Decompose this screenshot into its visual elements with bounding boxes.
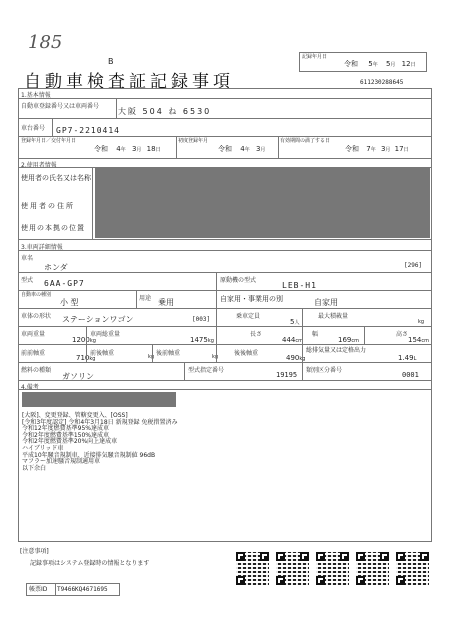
rf-axle-unit: kg [212,354,219,360]
weight-label: 車両重量 [21,331,46,338]
capacity-label: 乗車定員 [236,313,261,320]
gross-label: 車両総重量 [90,331,121,338]
maker-value: ホンダ [44,263,68,272]
handwritten-note: 185 [28,32,63,53]
reg-number-label: 自動車登録番号又は車両番号 [21,103,100,110]
fr-axle-label: 前後軸重 [90,350,115,357]
first-reg-value: 令和 4年 3月 18日 [94,145,161,153]
capacity-value: 5人 [290,318,300,326]
record-date-box [299,52,427,72]
redacted-user-info [95,168,430,238]
qr-code-icon [236,552,269,585]
ff-axle-value: 710kg [76,354,96,362]
length-value: 444cm [282,336,303,344]
qr-code-icon [396,552,429,585]
height-label: 高さ [396,331,409,338]
record-date-label: 記録年月日 [302,54,328,60]
document-number: 611230288645 [360,79,404,86]
first-reg-label: 登録年月日／交付年月日 [21,138,77,144]
reg-number-value: 大阪 504 ね 6530 [118,107,212,116]
form-letter: B [108,57,114,66]
remark-line: 令和2年度燃費基準20%向上達成車 [22,438,118,446]
remarks-list [22,413,178,472]
notice-text: 記録事項はシステム登録時の情報となります [30,560,150,567]
model-label: 型式 [21,277,34,284]
form-id-value: T9466KQ4671695 [57,586,108,593]
fr-axle-unit: kg [148,354,155,360]
model-value: 6AA-GP7 [44,279,85,288]
ff-axle-label: 前前軸重 [21,350,46,357]
user-address-label: 使用者の住所 [21,202,75,210]
section-vehicle-label: 3.車両詳細情報 [21,244,63,251]
width-value: 169cm [338,336,359,344]
max-load-label: 最大積載量 [318,313,349,320]
redacted-remarks [22,392,176,407]
maker-code: [296] [404,262,423,269]
rr-axle-label: 後後軸重 [234,350,259,357]
user-name-label: 使用者の氏名又は名称 [21,174,91,182]
chassis-label: 車台番号 [21,125,46,132]
length-label: 長さ [250,331,263,338]
engine-value: LEB-H1 [282,281,317,290]
section-remarks-label: 4.備考 [21,384,39,391]
first-reg-model-value: 令和 4年 3月 [218,145,266,153]
form-id-label: 帳票ID [29,586,48,593]
record-date-value: 令和 5年 5月 12日 [344,60,416,68]
displacement-value: 1.49L [398,354,417,362]
remark-line: ハイブリッド車 [22,444,64,452]
qr-code-icon [276,552,309,585]
weight-value: 1200kg [72,336,96,344]
use-value: 乗用 [158,298,174,307]
type-no-label: 型式指定番号 [188,367,225,374]
notice-label: [注意事項] [20,548,49,555]
fuel-label: 燃料の種類 [21,367,52,374]
document-title: 自動車検査証記録事項 [24,72,234,92]
gross-value: 1475kg [190,336,214,344]
body-value: ステーションワゴン [62,315,134,324]
class-label: 類別区分番号 [306,367,343,374]
kind-value: 小 型 [60,298,79,307]
width-label: 幅 [312,331,319,338]
body-code: [003] [192,316,211,323]
remark-line: 令和2年度燃費基準150%達成車 [22,431,109,439]
first-reg-model-label: 初度登録年月 [178,138,209,144]
section-user-label: 2.使用者情報 [21,162,57,169]
class-no-value: 0001 [402,371,419,379]
remark-line: 平成10年騒音規制車、近接排気騒音規制値 96dB [22,451,156,459]
maker-label: 車名 [21,255,34,262]
expiry-label: 有効期間の満了する日 [280,138,331,144]
rr-axle-value: 490kg [286,354,306,362]
rf-axle-label: 後前軸重 [156,350,181,357]
business-value: 自家用 [314,298,338,307]
remark-line: 以下余白 [22,464,47,472]
engine-label: 原動機の型式 [220,277,257,284]
business-label: 自家用・事業用の別 [220,295,283,303]
user-base-label: 使用の本拠の位置 [21,224,85,232]
remark-line: 令和12年度燃費基準95%達成車 [22,425,109,433]
qr-code-icon [316,552,349,585]
height-value: 154cm [408,336,429,344]
qr-code-icon [356,552,389,585]
remark-line: [大阪]、変更登録、管轄変更入、[OSS] [22,412,128,419]
kind-label: 自動車の種別 [21,292,52,298]
remark-line: マフラー加速騒音規制適用車 [22,458,101,466]
remark-line: [令和3年度認定] 令和4年3月18日 新規登録 免税措置済み [22,418,178,426]
use-label: 用途 [139,295,152,302]
body-label: 車体の形状 [21,313,52,320]
chassis-value: GP7-2210414 [56,126,120,135]
section-basic-label: 1.基本情報 [21,92,51,99]
expiry-value: 令和 7年 3月 17日 [345,145,409,153]
max-load-unit: kg [418,319,425,325]
displacement-label: 総排気量又は定格出力 [306,347,367,354]
type-no-value: 19195 [276,371,298,379]
fuel-value: ガソリン [62,372,94,381]
form-id-box [26,583,120,596]
